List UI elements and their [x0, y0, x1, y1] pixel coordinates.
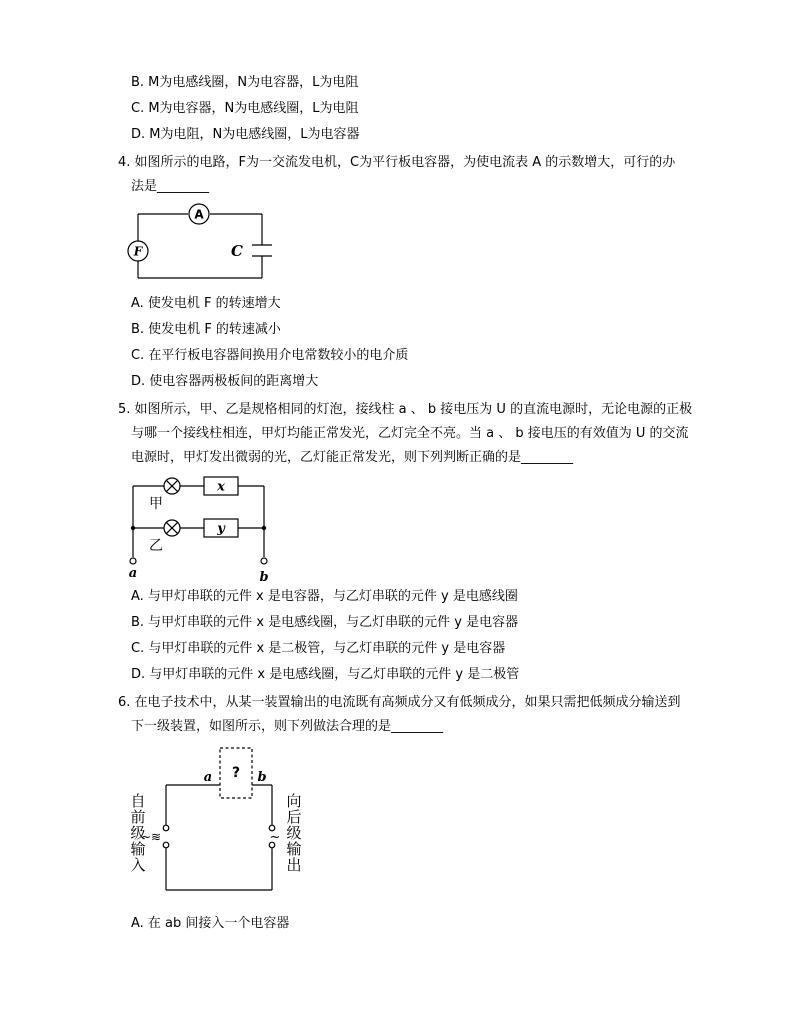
q6-option-a: A. 在 ab 间接入一个电容器 [131, 916, 290, 931]
right-output-wave: ~ [269, 830, 281, 845]
q6-stem-line1: 6. 在电子技术中，从某一装置输出的电流既有高频成分又有低频成分，如果只需把低频成分输送到 [118, 695, 681, 710]
q5-circuit-diagram [122, 472, 282, 584]
q6-terminal-b-label: b [257, 770, 267, 785]
q5-stem-line3: 电源时，甲灯发出微弱的光，乙灯能正常发光，则下列判断正确的是________ [131, 450, 574, 465]
right-label-char: 后 [286, 808, 302, 826]
element-x-label: x [217, 479, 225, 495]
ammeter-label: A [194, 207, 204, 222]
q3-option-b: B. M为电感线圈，N为电容器，L为电阻 [131, 75, 359, 90]
q6-terminal-a-label: a [203, 770, 213, 785]
q4-option-c: C. 在平行板电容器间换用介电常数较小的电介质 [131, 348, 409, 363]
q4-option-b: B. 使发电机 F 的转速减小 [131, 322, 281, 337]
q4-stem-line2: 法是________ [131, 179, 210, 194]
q5-option-c: C. 与甲灯串联的元件 x 是二极管，与乙灯串联的元件 y 是电容器 [131, 641, 506, 656]
right-label-char: 级 [286, 824, 302, 842]
q4-circuit-diagram [120, 198, 280, 288]
left-input-wave: ~≋ [140, 830, 162, 844]
right-label-char: 向 [286, 792, 302, 810]
left-label-char: 入 [130, 856, 146, 874]
generator-label: F [133, 244, 143, 259]
q3-option-c: C. M为电容器，N为电感线圈，L为电阻 [131, 101, 359, 116]
q5-stem-line1: 5. 如图所示，甲、乙是规格相同的灯泡，接线柱 a 、 b 接电压为 U 的直流电源时，无论电源的正极 [118, 402, 693, 417]
q4-option-d: D. 使电容器两极板间的距离增大 [131, 374, 319, 389]
q4-option-a: A. 使发电机 F 的转速增大 [131, 296, 281, 311]
q5-option-d: D. 与甲灯串联的元件 x 是电感线圈，与乙灯串联的元件 y 是二极管 [131, 667, 520, 682]
right-label-char: 输 [286, 840, 302, 858]
right-label-char: 出 [286, 856, 302, 874]
left-label-char: 级 [130, 824, 146, 842]
lamp-yi-label: 乙 [149, 538, 163, 554]
element-y-label: y [217, 521, 225, 537]
q3-option-d: D. M为电阻，N为电感线圈，L为电容器 [131, 127, 360, 142]
left-label-char: 自 [130, 792, 146, 810]
terminal-a-label: a [128, 566, 138, 581]
left-label-char: 前 [130, 808, 146, 826]
capacitor-label: C [231, 242, 243, 260]
q6-stem-line2: 下一级装置，如图所示，则下列做法合理的是________ [131, 719, 444, 734]
terminal-b-label: b [259, 570, 269, 584]
q5-option-a: A. 与甲灯串联的元件 x 是电容器，与乙灯串联的元件 y 是电感线圈 [131, 589, 518, 604]
left-label-char: 输 [130, 840, 146, 858]
lamp-jia-label: 甲 [149, 496, 163, 512]
unknown-element-label: ? [231, 765, 241, 781]
q4-stem-line1: 4. 如图所示的电路，F为一交流发电机，C为平行板电容器，为使电流表 A 的示数增大，可行的办 [118, 155, 676, 170]
q6-circuit-diagram [124, 740, 314, 910]
q5-stem-line2: 与哪一个接线柱相连，甲灯均能正常发光，乙灯完全不亮。当 a 、 b 接电压的有效值为 U 的交流 [131, 426, 689, 441]
q5-option-b: B. 与甲灯串联的元件 x 是电感线圈，与乙灯串联的元件 y 是电容器 [131, 615, 519, 630]
